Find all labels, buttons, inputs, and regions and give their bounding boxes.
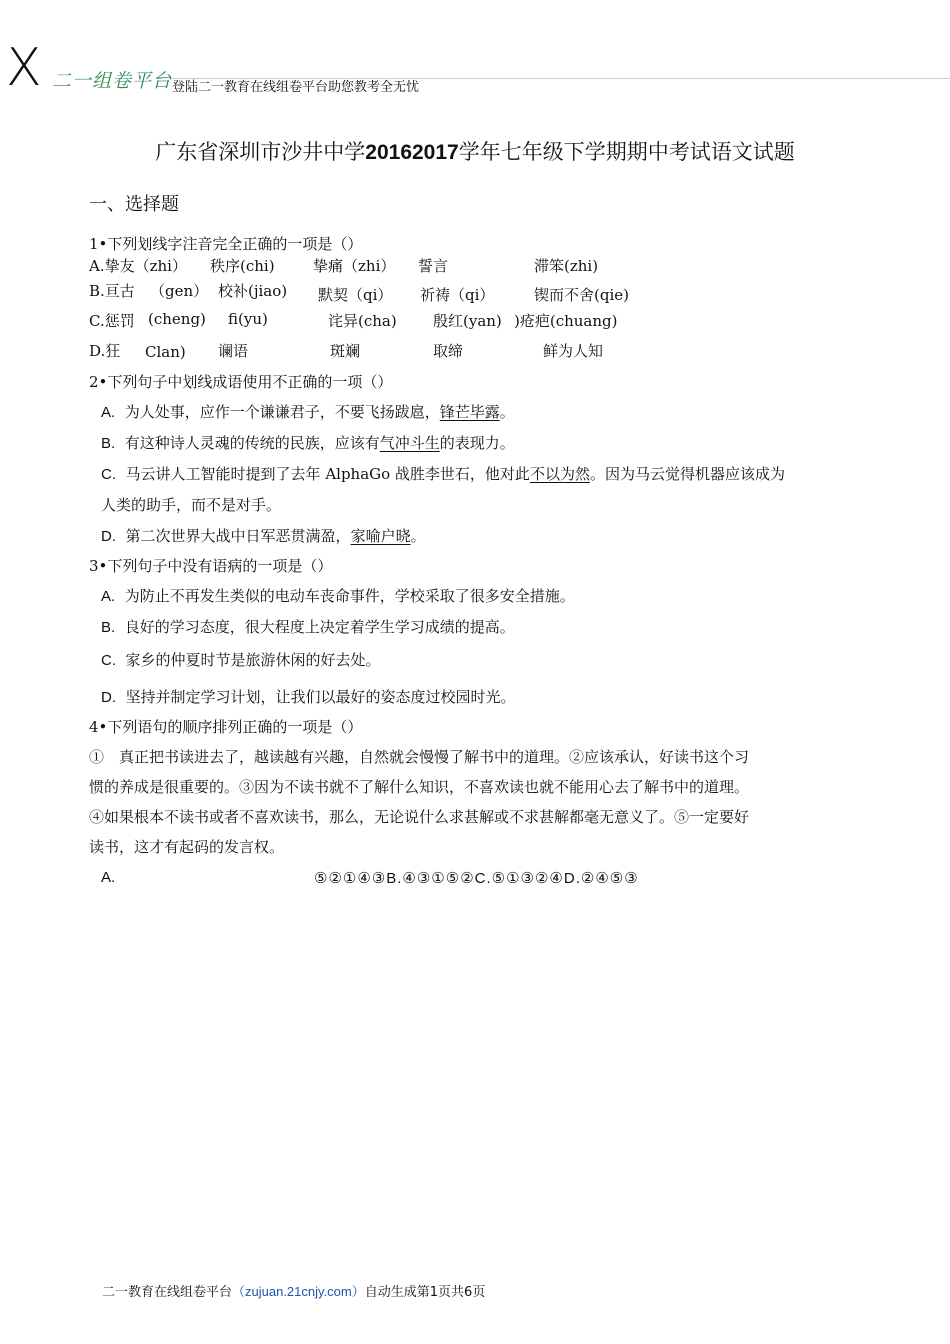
q4-passage-line-3: ④如果根本不读书或者不喜欢读书，那么，无论说什么求甚解或不求甚解都毫无意义了。⑤一定要好 <box>89 808 750 826</box>
q2-c-post: 。因为马云觉得机器应该成为 <box>589 465 785 483</box>
q3-option-b <box>101 616 515 637</box>
q2-b-label: B. <box>101 435 116 452</box>
q1-b-2: （gen） <box>150 282 209 300</box>
title-post: 学年七年级下学期期中考试语文试题 <box>458 140 795 164</box>
q1-a-2: 秩序(chi) <box>210 257 275 275</box>
q1-c-2: (cheng) <box>148 310 206 328</box>
footer-platform: 二一教育在线组卷平台 <box>102 1285 233 1300</box>
footer-site-link[interactable]: （zujuan.21cnjy.com） <box>232 1284 365 1299</box>
q1-b-5: 祈祷（qi） <box>420 286 495 304</box>
q4-stem: 4•下列语句的顺序排列正确的一项是（） <box>89 718 363 736</box>
q1-b-1: B.亘古 <box>89 282 135 300</box>
q2-option-c <box>101 463 785 484</box>
q1-a-5: 滞笨(zhi) <box>534 257 599 275</box>
q2-b-idiom: 气冲斗生 <box>379 434 440 452</box>
q1-c-1: C.惩罚 <box>89 312 135 330</box>
header-slogan: 登陆二一教育在线组卷平台助您教考全无忧 <box>172 80 420 95</box>
q2-stem: 2•下列句子中划线成语使用不正确的一项（） <box>89 373 393 391</box>
q4-passage-line-2: 惯的养成是很重要的。③因为不读书就不了解什么知识，不喜欢读也就不能用心去了解书中的道理。 <box>89 778 750 796</box>
q1-stem: 1•下列划线字注音完全正确的一项是（） <box>89 235 363 253</box>
footer-of: 页共 <box>438 1285 465 1300</box>
q1-b-3: 校补(jiao) <box>218 282 288 300</box>
logo-name: 二一组卷平台 <box>52 70 173 92</box>
q3-c-label: C. <box>101 652 116 669</box>
q1-d-3: 谰语 <box>218 342 249 360</box>
q2-d-label: D. <box>101 528 116 545</box>
q3-option-d <box>101 686 516 707</box>
q3-d-text: 坚持并制定学习计划，让我们以最好的姿态度过校园时光。 <box>125 688 516 706</box>
q1-d-4: 斑斓 <box>330 342 361 360</box>
q3-c-text: 家乡的仲夏时节是旅游休闲的好去处。 <box>125 651 381 669</box>
q2-b-pre: 有这种诗人灵魂的传统的民族，应该有 <box>124 434 380 452</box>
q1-a-1: A.挚友（zhi） <box>89 257 187 275</box>
footer-end: 页 <box>472 1285 486 1300</box>
footer-total: 6 <box>464 1285 473 1300</box>
q2-a-label: A. <box>101 404 116 421</box>
q1-d-5: 取缔 <box>433 342 464 360</box>
q2-a-post: 。 <box>499 403 515 421</box>
q1-c-5: 殷红(yan) <box>433 312 502 330</box>
q2-c-label: C. <box>101 466 116 483</box>
q2-a-idiom: 锋芒毕露 <box>439 403 500 421</box>
q1-d-1: D.狂 <box>89 342 121 360</box>
q4-answer-label: A. <box>101 869 116 886</box>
q1-b-6: 锲而不舍(qie) <box>534 286 629 304</box>
q2-d-post: 。 <box>410 527 426 545</box>
page-title <box>0 136 950 166</box>
q3-option-a <box>101 585 575 606</box>
q1-c-6: )疮疤(chuang) <box>514 312 618 330</box>
q2-d-idiom: 家喻户晓 <box>350 527 411 545</box>
q4-answers: ⑤②①④③B.④③①⑤②C.⑤①③②④D.②④⑤③ <box>314 870 639 887</box>
q2-c-idiom: 不以为然 <box>529 465 590 483</box>
q2-b-post: 的表现力。 <box>439 434 515 452</box>
q3-a-text: 为防止不再发生类似的电动车丧命事件，学校采取了很多安全措施。 <box>124 587 575 605</box>
logo-mark: X <box>6 38 42 98</box>
q3-a-label: A. <box>101 588 116 605</box>
q3-d-label: D. <box>101 689 116 706</box>
q4-passage-line-4: 读书，这才有起码的发言权。 <box>89 838 285 856</box>
q2-c-pre: 马云讲人工智能时提到了去年 AlphaGo 战胜李世石，他对此 <box>125 465 530 483</box>
q3-stem: 3•下列句子中没有语病的一项是（） <box>89 557 333 575</box>
q2-c-continuation: 人类的助手，而不是对手。 <box>101 496 282 514</box>
q1-d-6: 鲜为人知 <box>543 342 604 360</box>
q3-option-c <box>101 649 381 670</box>
footer-auto: 自动生成第 <box>364 1285 430 1300</box>
section-title: 一、选择题 <box>89 194 179 215</box>
q1-a-3: 挚痛（zhi） <box>313 257 396 275</box>
page-footer <box>102 1281 485 1300</box>
q1-d-2: Clan) <box>145 343 186 361</box>
q3-b-label: B. <box>101 619 116 636</box>
q1-c-3: fi(yu) <box>228 310 268 328</box>
q2-option-d <box>101 525 426 546</box>
q4-passage-line-1: ① 真正把书读进去了，越读越有兴趣，自然就会慢慢了解书中的道理。②应该承认，好读书这个习 <box>89 748 750 766</box>
q2-option-a <box>101 401 515 422</box>
footer-page: 1 <box>429 1285 439 1300</box>
q1-b-4: 默契（qi） <box>318 286 393 304</box>
q1-c-4: 诧异(cha) <box>328 312 397 330</box>
q2-option-b <box>101 432 515 453</box>
title-year: 20162017 <box>365 141 459 164</box>
q3-b-text: 良好的学习态度，很大程度上决定着学生学习成绩的提高。 <box>124 618 515 636</box>
q2-a-pre: 为人处事，应作一个谦谦君子，不要飞扬跋扈， <box>124 403 440 421</box>
title-pre: 广东省深圳市沙井中学 <box>155 140 366 164</box>
q1-a-4: 誓言 <box>418 257 449 275</box>
q2-d-pre: 第二次世界大战中日军恶贯满盈， <box>125 527 351 545</box>
